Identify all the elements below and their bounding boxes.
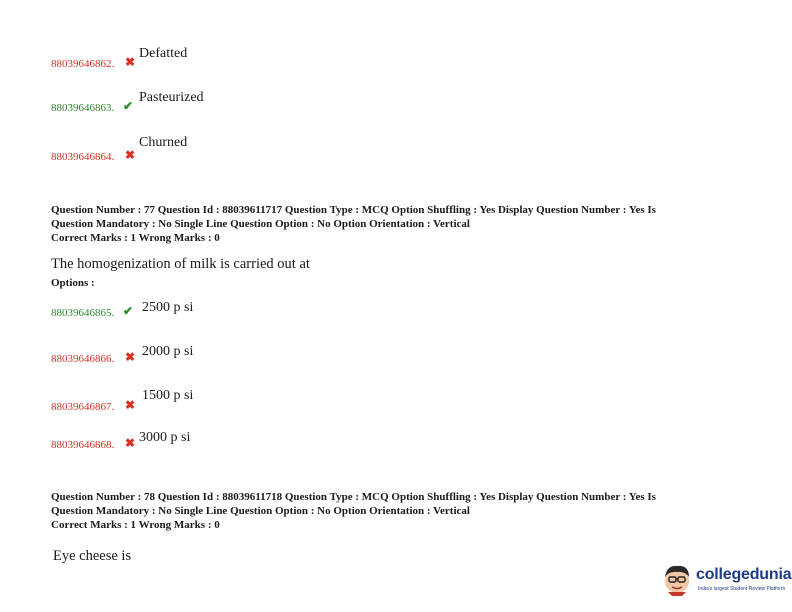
option-id: 88039646867. [51, 401, 115, 413]
option-id: 88039646866. [51, 353, 115, 365]
option-id: 88039646868. [51, 439, 115, 451]
option-text: 2500 p si [142, 300, 194, 315]
question-meta [51, 490, 741, 532]
option-text: 2000 p si [142, 344, 194, 359]
mascot-icon [660, 562, 694, 596]
logo-tagline: India's largest Student Review Platform [698, 586, 786, 592]
cross-icon: ✖ [125, 148, 136, 162]
collegedunia-logo [660, 560, 792, 600]
option-text: Defatted [139, 46, 188, 61]
question-meta-line: Question Mandatory : No Single Line Question Option : No Option Orientation : Vertical [51, 218, 470, 230]
option-text: 3000 p si [139, 430, 191, 445]
options-label: Options : [51, 277, 95, 289]
cross-icon: ✖ [125, 398, 136, 412]
question-text: Eye cheese is [53, 548, 132, 564]
option-text: Churned [139, 135, 188, 150]
question-meta [51, 203, 741, 245]
question-marks: Correct Marks : 1 Wrong Marks : 0 [51, 232, 220, 244]
cross-icon: ✖ [125, 436, 136, 450]
question-marks: Correct Marks : 1 Wrong Marks : 0 [51, 519, 220, 531]
question-meta-line: Question Mandatory : No Single Line Question Option : No Option Orientation : Vertical [51, 505, 470, 517]
option-id: 88039646864. [51, 151, 115, 163]
check-icon: ✔ [123, 304, 134, 318]
option-text: Pasteurized [139, 90, 204, 105]
cross-icon: ✖ [125, 55, 136, 69]
option-id: 88039646863. [51, 102, 115, 114]
option-id: 88039646865. [51, 307, 115, 319]
question-meta-line: Question Number : 77 Question Id : 88039611717 Question Type : MCQ Option Shuffling : Yes Display Question Number : Yes Is [51, 204, 656, 216]
cross-icon: ✖ [125, 350, 136, 364]
option-id: 88039646862. [51, 58, 115, 70]
option-text: 1500 p si [142, 388, 194, 403]
question-meta-line: Question Number : 78 Question Id : 88039611718 Question Type : MCQ Option Shuffling : Yes Display Question Number : Yes Is [51, 491, 656, 503]
logo-name: collegedunia [696, 566, 792, 583]
question-text: The homogenization of milk is carried out at [51, 256, 310, 272]
check-icon: ✔ [123, 99, 134, 113]
